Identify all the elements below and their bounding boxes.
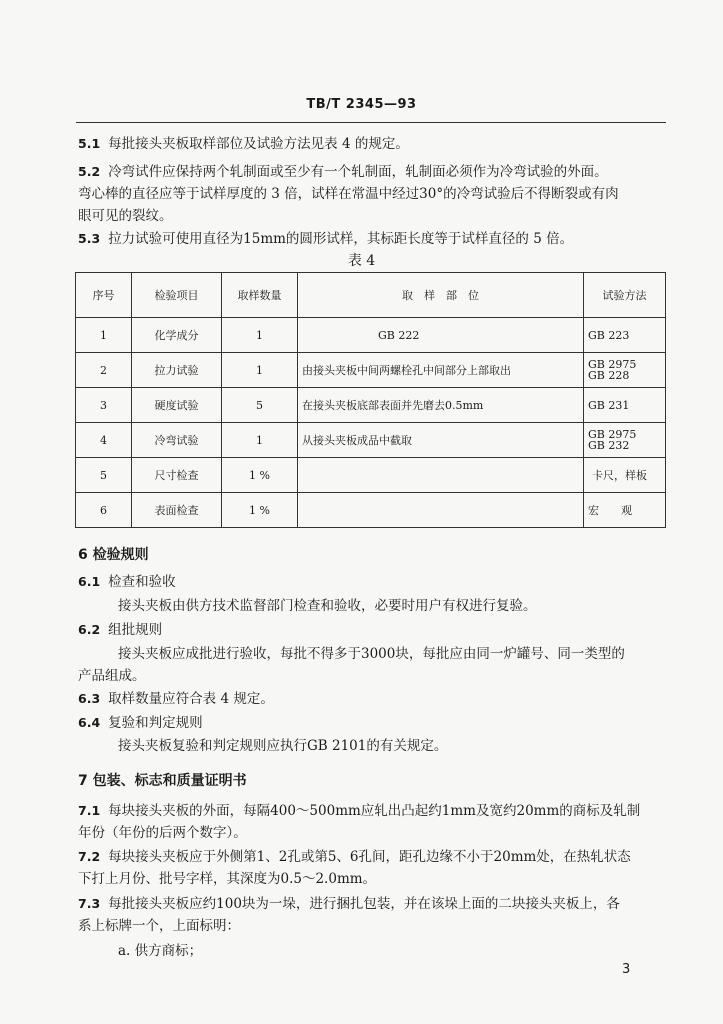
cell-method (584, 318, 666, 353)
method-line-2: GB 228 (588, 369, 630, 382)
clause-title: 取样数量应符合表 4 规定。 (108, 691, 274, 707)
clause-number: 5.2 (78, 164, 101, 179)
clause-5-3 (78, 228, 678, 250)
clause-title: 检查和验收 (108, 574, 176, 590)
clause-5-2 (78, 161, 678, 183)
cell-location: 从接头夹板成品中截取 (298, 423, 584, 458)
header-rule (76, 122, 666, 123)
section-7-title: 7 包装、标志和质量证明书 (78, 773, 247, 789)
method-line: GB 2975 (588, 358, 637, 371)
table-caption: 表 4 (347, 253, 376, 269)
clause-number: 6.1 (78, 574, 101, 589)
cell-qty: 1 (222, 353, 298, 388)
section-6-title: 6 检验规则 (78, 547, 149, 563)
clause-5-1 (78, 133, 678, 155)
cell-qty: 1 (222, 423, 298, 458)
clause-text: 每批接头夹板取样部位及试验方法见表 4 的规定。 (108, 136, 409, 152)
clause-7-2-continued: 下打上月份、批号字样，其深度为0.5～2.0mm。 (78, 871, 377, 887)
clause-title: 复验和判定规则 (108, 715, 203, 731)
clause-text: 每块接头夹板的外面，每隔400～500mm应轧出凸起约1mm及宽约20mm的商标及轧制 (108, 803, 641, 819)
list-item-a: a. 供方商标； (118, 943, 203, 959)
clause-number: 6.4 (78, 715, 101, 730)
header-qty: 取样数量 (222, 273, 298, 318)
inspection-table (75, 272, 666, 528)
clause-7-2 (78, 846, 678, 868)
table-row (76, 458, 666, 493)
table-row (76, 493, 666, 528)
clause-6-1 (78, 571, 678, 593)
standard-code-header: TB/T 2345—93 (306, 97, 417, 112)
clause-7-1-continued: 年份（年份的后两个数字）。 (78, 825, 247, 841)
clause-title: 组批规则 (108, 622, 163, 638)
cell-qty: 1 % (222, 458, 298, 493)
cell-no: 3 (76, 388, 132, 423)
clause-text: 拉力试验可使用直径为15mm的圆形试样，其标距长度等于试样直径的 5 倍。 (108, 231, 574, 247)
clause-number: 7.1 (78, 803, 101, 818)
clause-number: 5.1 (78, 136, 101, 151)
cell-location: 在接头夹板底部表面并先磨去0.5mm (298, 388, 584, 423)
cell-item: 冷弯试验 (132, 423, 222, 458)
cell-item: 表面检查 (132, 493, 222, 528)
cell-location (298, 493, 584, 528)
clause-6-4-text: 接头夹板复验和判定规则应执行GB 2101的有关规定。 (118, 738, 448, 754)
method-line: GB 2975 (588, 428, 637, 441)
cell-no: 4 (76, 423, 132, 458)
cell-method (584, 423, 666, 458)
cell-no: 2 (76, 353, 132, 388)
clause-number: 7.2 (78, 849, 101, 864)
clause-6-3 (78, 688, 678, 710)
cell-location (298, 458, 584, 493)
clause-number: 6.2 (78, 622, 101, 637)
cell-method (584, 458, 666, 493)
cell-location: GB 222 (298, 318, 584, 353)
clause-6-1-text: 接头夹板由供方技术监督部门检查和验收，必要时用户有权进行复验。 (118, 598, 537, 614)
clause-7-3 (78, 893, 678, 915)
cell-item: 尺寸检查 (132, 458, 222, 493)
cell-method (584, 493, 666, 528)
clause-5-2-continued-2: 眼可见的裂纹。 (78, 208, 173, 224)
cell-qty: 1 (222, 318, 298, 353)
clause-text: 每块接头夹板应于外侧第1、2孔或第5、6孔间，距孔边缘不小于20mm处，在热轧状态 (108, 849, 631, 865)
table-row (76, 388, 666, 423)
cell-no: 5 (76, 458, 132, 493)
cell-method (584, 388, 666, 423)
clause-text: 冷弯试件应保持两个轧制面或至少有一个轧制面，轧制面必须作为冷弯试验的外面。 (108, 164, 608, 180)
cell-no: 1 (76, 318, 132, 353)
method-line-2: GB 232 (588, 439, 630, 452)
clause-7-1 (78, 800, 678, 822)
clause-text: 每批接头夹板应约100块为一垛，进行捆扎包装，并在该垛上面的二块接头夹板上，各 (108, 896, 620, 912)
clause-6-4 (78, 712, 678, 734)
table-row (76, 423, 666, 458)
table-row (76, 318, 666, 353)
method-line: 卡尺，样板 (592, 468, 647, 482)
clause-6-2 (78, 619, 678, 641)
method-line: GB 223 (588, 328, 630, 342)
cell-location: 由接头夹板中间两螺栓孔中间部分上部取出 (298, 353, 584, 388)
cell-qty: 1 % (222, 493, 298, 528)
header-method: 试验方法 (584, 273, 666, 318)
clause-5-2-continued: 弯心棒的直径应等于试样厚度的 3 倍，试样在常温中经过30°的冷弯试验后不得断裂或有肉 (78, 186, 619, 202)
page-number: 3 (622, 962, 631, 977)
clause-7-3-continued: 系上标牌一个，上面标明： (78, 918, 240, 934)
table-row (76, 353, 666, 388)
cell-no: 6 (76, 493, 132, 528)
table-header-row (76, 273, 666, 318)
header-item: 检验项目 (132, 273, 222, 318)
header-location: 取 样 部 位 (298, 273, 584, 318)
method-line: GB 231 (588, 398, 630, 412)
cell-qty: 5 (222, 388, 298, 423)
cell-item: 拉力试验 (132, 353, 222, 388)
clause-6-2-continued: 产品组成。 (78, 668, 146, 684)
clause-6-2-text: 接头夹板应成批进行验收，每批不得多于3000块，每批应由同一炉罐号、同一类型的 (118, 646, 625, 662)
cell-item: 化学成分 (132, 318, 222, 353)
clause-number: 7.3 (78, 896, 101, 911)
cell-method (584, 353, 666, 388)
cell-item: 硬度试验 (132, 388, 222, 423)
header-no: 序号 (76, 273, 132, 318)
clause-number: 6.3 (78, 691, 101, 706)
clause-number: 5.3 (78, 231, 101, 246)
method-line: 宏 观 (588, 503, 632, 517)
